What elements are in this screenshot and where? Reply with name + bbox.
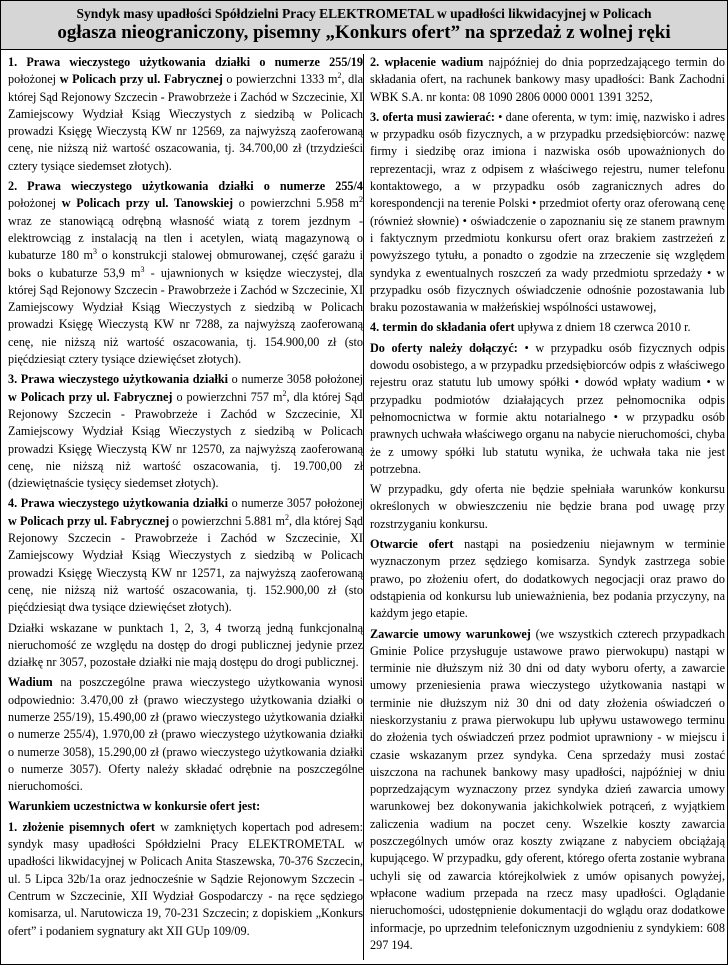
header-line-2: ogłasza nieograniczony, pisemny „Konkurs ofert” na sprzedaż z wolnej ręki	[57, 22, 671, 43]
column-divider	[363, 54, 364, 960]
condition-2-heading: 2. wpłacenie wadium	[370, 55, 484, 69]
condition-3-text: • dane oferenta, w tym: imię, nazwisko i adres w przypadku osób fizycznych, a w przypadku przedsiębiorców: nazwę firmy i siedzibę oraz imiona i nazwiska osób upoważnionych do reprezentacji, wraz z odpisem z właściwego rejestru, numer telefonu kontaktowego, a w przypadku osób zagranicznych adres do korespondencji na terenie Polski • przedmiot oferty oraz oferowaną cenę (również słownie) • oświadczenie o zapoznaniu się ze stanem prawnym i faktycznym przedmiotu konkursu ofert oraz brakiem zastrzeżeń z powyższego tytułu, a ponadto o zgodzie na zrzeczenie się względem syndyka z ewentualnych roszczeń za wady przedmiotu sprzedaży • w przypadku osób fizycznych oświadczenie odnośnie pozostawania lub braku pozostawania w małżeńskiej wspólności ustawowej,	[370, 109, 725, 315]
item-2-text-d: wraz ze stanowiącą odrębną własność wiatą z torem jezdnym - elektrowciąg z instalacją na tlen i acetylen, wiatą magazynową o kubaturze 180 m	[8, 213, 363, 263]
opening-paragraph	[370, 536, 725, 622]
wadium-text: na poszczególne prawa wieczystego użytkowania wynosi odpowiednio: 3.470,00 zł (prawo wieczystego użytkowania działki o numerze 255/19), 15.490,00 zł (prawo wieczystego użytkowania działki o numerze 255/4), 1.970,00 zł (prawo wieczystego użytkowania działki o numerze 3058), 15.290,00 zł (prawo wieczystego użytkowania działki o numerze 3057). Oferty należy składać odrębnie na poszczególne nieruchomości.	[8, 675, 363, 794]
condition-2-text: najpóźniej do dnia poprzedzającego termin do składania ofert, na rachunek bankowy masy upadłości: Bank Zachodni WBK S.A. nr konta: 08 1090 2806 0000 0001 1391 3252,	[370, 55, 725, 104]
item-3	[8, 371, 363, 492]
condition-3-heading: 3. oferta musi zawierać:	[370, 109, 495, 124]
condition-1-heading: 1. złożenie pisemnych ofert	[8, 819, 155, 834]
contract-heading: Zawarcie umowy warunkowej	[370, 626, 531, 641]
condition-3	[370, 109, 725, 317]
item-3-text-c: o powierzchni 757 m	[172, 389, 283, 404]
conditions-heading-text: Warunkiem uczestnictwa w konkursie ofert jest:	[8, 799, 261, 814]
item-2-location: w Policach przy ul. Tanowskiej	[61, 196, 234, 211]
condition-4	[370, 319, 725, 336]
item-2	[8, 178, 363, 368]
item-2-sup2: 3	[93, 247, 97, 257]
contract-paragraph	[370, 626, 725, 955]
item-2-sup: 2	[359, 195, 364, 205]
item-3-location: w Policach przy ul. Fabrycznej	[8, 389, 173, 404]
item-1	[8, 54, 363, 175]
wadium-paragraph	[8, 674, 363, 795]
item-3-text-d: , dla której Sąd Rejonowy Szczecin - Prawobrzeże i Zachód w Szczecinie, XI Zamiejscowy Wydział Ksiąg Wieczystych z siedzibą w Policach prowadzi Księgę Wieczystą KW nr 12570, za najwyższą zaoferowaną cenę, nie niższą niż wartość oszacowania, tj. 19.700,00 zł (dziewiętnaście tysięcy siedemset złotych).	[8, 389, 363, 491]
item-1-heading: 1. Prawa wieczystego użytkowania działki o numerze 255/19	[8, 55, 363, 69]
item-2-text-c: o powierzchni 5.958 m	[233, 196, 360, 211]
item-3-heading: 3. Prawa wieczystego użytkowania działki	[8, 372, 228, 387]
header-line-1: Syndyk masy upadłości Spółdzielni Pracy ELEKTROMETAL w upadłości likwidacyjnej w Policach	[76, 6, 652, 21]
opening-text: nastąpi na posiedzeniu niejawnym w terminie wyznaczonym przez sędziego komisarza. Syndyk zastrzega sobie prawo, po złożeniu ofert, do dodatkowych negocjacji oraz prawo do odstąpienia od konkursu lub unieważnienia, bez podania przyczyny, na każdym jego etapie.	[370, 537, 725, 621]
item-4-heading: 4. Prawa wieczystego użytkowania działki	[8, 496, 228, 511]
item-1-text-d: , dla której Sąd Rejonowy Szczecin - Prawobrzeże i Zachód w Szczecinie, XI Zamiejscowy Wydział Ksiąg Wieczystych z siedzibą w Policach prowadzi Księgę Wieczystą KW nr 12569, za najwyższą zaoferowaną cenę, nie niższą niż wartość oszacowania, tj. 34.700,00 zł (trzydzieści cztery tysiące siedemset złotych).	[8, 72, 363, 173]
attachments-paragraph	[370, 340, 725, 478]
wadium-heading: Wadium	[8, 675, 53, 690]
condition-4-text: upływa z dniem 18 czerwca 2010 r.	[514, 320, 691, 335]
item-4-sup: 2	[284, 512, 289, 522]
item-1-location: w Policach przy ul. Fabrycznej	[59, 72, 223, 87]
condition-1-text: w zamkniętych kopertach pod adresem: syndyk masy upadłości Spółdzielni Pracy ELEKTROMETAL w upadłości likwidacyjnej w Policach Anita Staszewska, 70-376 Szczecin, ul. 5 Lipca 32b/1a oraz jednocześnie w Sądzie Rejonowym Szczecin - Centrum w Szczecinie, XII Wydział Gospodarczy - na ręce sędziego komisarza, ul. Narutowicza 19, 70-231 Szczecin; z dopiskiem „Konkurs ofert” i podaniem sygnatury akt XII GUp 109/09.	[8, 819, 363, 938]
condition-2	[370, 54, 725, 106]
item-3-sup: 2	[282, 388, 287, 398]
item-2-text-e: o konstrukcji stalowej obmurowanej, część garażu i boks o kubaturze 53,9 m	[8, 248, 363, 280]
item-1-sup: 2	[337, 71, 342, 81]
condition-4-heading: 4. termin do składania ofert	[370, 320, 515, 335]
item-2-heading: 2. Prawa wieczystego użytkowania działki o numerze 255/4	[8, 179, 363, 194]
parcels-note: Działki wskazane w punktach 1, 2, 3, 4 tworzą jedną funkcjonalną nieruchomość ze względu na dostęp do drogi publicznej jedynie przez działkę nr 3057, pozostałe działki nie mają dostępu do drogi publicznej.	[8, 620, 363, 670]
item-2-text-a: położonej	[8, 196, 62, 211]
attachments-text: • w przypadku osób fizycznych odpis dowodu osobistego, a w przypadku przedsiębiorców odpis z właściwego rejestru oraz statutu lub umowy spółki • dowód wpłaty wadium • w przypadku podmiotów działających przez pełnomocnika odpis pełnomocnictwa w formie aktu notarialnego • w przypadku osób prawnych uchwała właściwego organu na nabycie nieruchomości, chyba że z umowy spółki lub statutu wynika, że uchwała taka nie jest potrzebna.	[370, 340, 725, 476]
item-4	[8, 495, 363, 616]
right-column	[370, 54, 725, 957]
item-4-text-d: , dla której Sąd Rejonowy Szczecin - Prawobrzeże i Zachód w Szczecinie, XI Zamiejscowy Wydział Ksiąg Wieczystych z siedzibą w Policach prowadzi Księgę Wieczystą KW nr 12571, za najwyższą zaoferowaną cenę, nie niższą niż wartość oszacowania, tj. 152.900,00 zł (sto pięćdziesiąt dwa tysiące dziewięćset złotych).	[8, 513, 363, 615]
opening-heading: Otwarcie ofert	[370, 537, 454, 552]
item-4-text-c: o powierzchni 5.881 m	[169, 513, 285, 528]
item-1-text-c: o powierzchni 1333 m	[222, 72, 338, 87]
item-1-text-a: położonej	[8, 72, 60, 87]
item-3-text-a: o numerze 3058 położonej	[228, 372, 363, 387]
announcement-header	[1, 1, 727, 50]
contract-text: (we wszystkich czterech przypadkach Gminie Police przysługuje ustawowe prawo pierwokupu) nastąpi w terminie nie dłuższym niż 30 dni od daty wyboru oferty, a zawarcie umowy przeniesienia prawa wieczystego użytkowania nastąpi w terminie nie dłuższym niż 30 dni od daty złożenia oświadczeń o nieskorzystaniu z prawa pierwokupu lub upływu ustawowego terminu do złożenia tych oświadczeń przez podmiot uprawniony - w miejscu i czasie wskazanym przez syndyka. Cena sprzedaży musi zostać uiszczona na rachunek bankowy masy upadłości, najpóźniej w dniu poprzedzającym wyznaczony przez syndyka dzień zawarcia umowy warunkowej bez dokonywania jakichkolwiek potrąceń, z wyjątkiem zaliczenia wadium na poczet ceny. Wszelkie koszty zawarcia poszczególnych umów oraz koszty związane z nabyciem obciążają kupującego. W przypadku, gdy oferent, którego oferta zostanie wybrana uchyli się od zawarcia którejkolwiek z umów opisanych powyżej, wpłacone wadium przepada na rzecz masy upadłości. Oglądanie nieruchomości, udostępnienie dokumentacji do wglądu oraz dodatkowe informacje, po uprzednim telefonicznym uzgodnieniu z syndykiem: 608 297 194.	[370, 626, 726, 952]
item-4-location: w Policach przy ul. Fabrycznej	[8, 513, 170, 528]
condition-1	[8, 819, 363, 940]
conditions-heading	[8, 798, 363, 815]
item-2-sup3: 3	[140, 264, 145, 274]
attachments-heading: Do oferty należy dołączyć:	[370, 340, 518, 355]
left-column	[8, 54, 363, 943]
item-2-text-f: - ujawnionych w księdze wieczystej, dla której Sąd Rejonowy Szczecin - Prawobrzeże i Zachód w Szczecinie, XI Zamiejscowy Wydział Ksiąg Wieczystych z siedzibą w Policach prowadzi Księgę Wieczystą KW nr 7288, za najwyższą zaoferowaną cenę, nie niższą niż wartość oszacowania, tj. 154.900,00 zł (sto pięćdziesiąt cztery tysiące dziewięćset złotych).	[8, 265, 363, 367]
item-4-text-a: o numerze 3057 położonej	[228, 496, 363, 511]
invalid-offer-note: W przypadku, gdy oferta nie będzie spełniała warunków konkursu określonych w obwieszczeniu nie będzie brana pod uwagę przy rozstrzyganiu konkursu.	[370, 482, 725, 531]
